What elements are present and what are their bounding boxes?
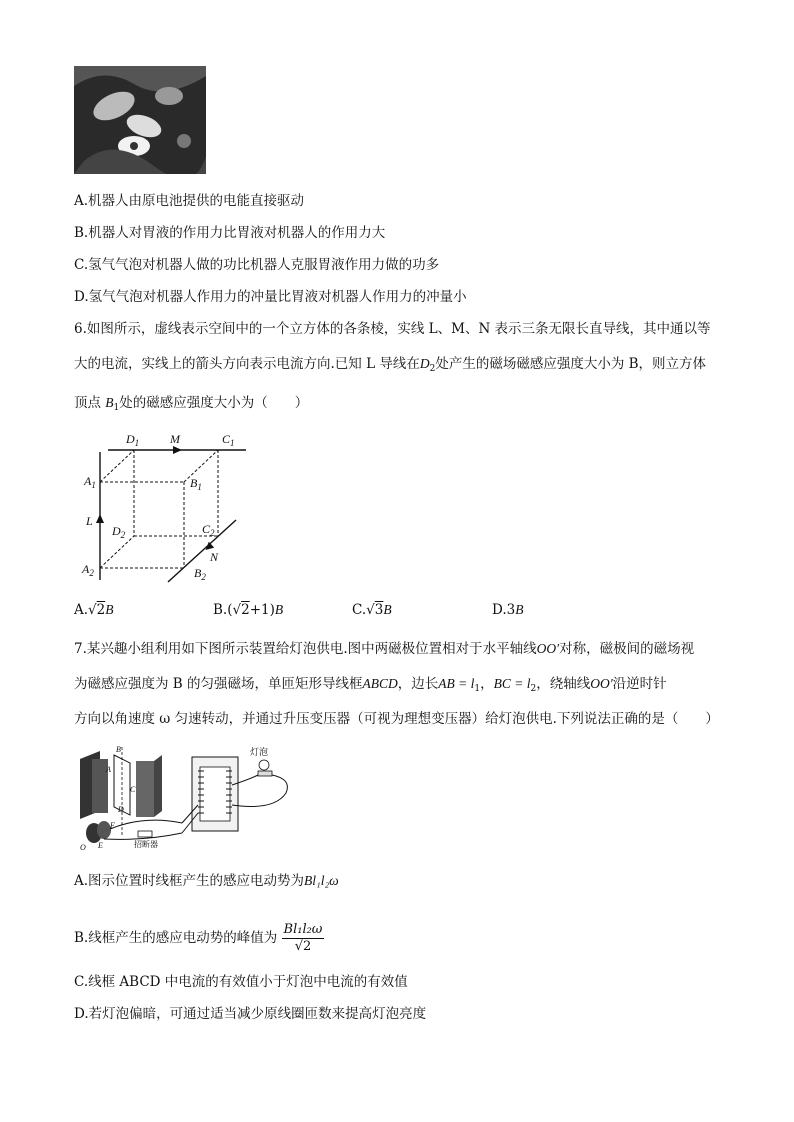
label-d1: $D_1$ — [126, 432, 140, 448]
q5-option-b: B.机器人对胃液的作用力比胃液对机器人的作用力大 — [74, 225, 386, 241]
q7-stem-line1: 7.某兴趣小组利用如下图所示装置给灯泡供电.图中两磁极位置相对于水平轴线OO′对称，磁极间的磁场视 — [74, 641, 695, 657]
label-n: N — [210, 550, 219, 564]
label-b: B — [116, 745, 121, 754]
label-d2: $D_2$ — [112, 524, 126, 540]
label-o: O — [80, 843, 86, 852]
label-d: D — [118, 805, 124, 814]
q7-stem-line3: 方向以角速度 ω 匀速转动，并通过升压变压器（可视为理想变压器）给灯泡供电.下列说法正确的是（ ） — [74, 711, 719, 727]
q7-option-b: B.线框产生的感应电动势的峰值为 $\frac{\text{Bl₁l₂ω}}{√2}$ — [74, 922, 323, 954]
label-b2: $B_2$ — [194, 566, 206, 582]
q6-stem-line1: 6.如图所示，虚线表示空间中的一个立方体的各条棱，实线 L、M、N 表示三条无限长直导线，其中通以等 — [74, 321, 711, 337]
label-a: A — [106, 765, 111, 774]
generator-diagram — [74, 745, 296, 855]
robot-photo — [74, 66, 206, 174]
q6-option-b: B.(√2+1)B — [213, 602, 284, 618]
brush-label: 招断器 — [134, 840, 158, 849]
label-f: F — [110, 821, 115, 830]
label-c1: $C_1$ — [222, 432, 235, 448]
label-l: L — [86, 514, 93, 528]
q5-option-a: A.机器人由原电池提供的电能直接驱动 — [74, 193, 305, 209]
label-a1: $A_1$ — [84, 474, 96, 490]
q6-stem-line3: 顶点 $B_1$处的磁感应强度大小为（ ） — [74, 395, 309, 413]
label-a2: $A_2$ — [82, 562, 94, 578]
q5-option-c: C.氢气气泡对机器人做的功比机器人克服胃液作用力做的功多 — [74, 257, 440, 273]
label-c2: $C_2$ — [202, 522, 215, 538]
q6-option-a: A.√2B — [74, 602, 114, 618]
label-m: M — [170, 432, 180, 446]
label-c: C — [130, 785, 136, 794]
q5-option-d: D.氢气气泡对机器人作用力的冲量比胃液对机器人作用力的冲量小 — [74, 289, 467, 305]
label-b1: $B_1$ — [190, 476, 202, 492]
label-e: E — [98, 841, 103, 850]
q7-option-d: D.若灯泡偏暗，可通过适当减少原线圈匝数来提高灯泡亮度 — [74, 1006, 427, 1022]
q6-stem-line2: 大的电流，实线上的箭头方向表示电流方向.已知 L 导线在$D_2$处产生的磁场磁感应强度大小为 B，则立方体 — [74, 356, 707, 374]
q6-option-c: C.√3B — [352, 602, 392, 618]
q7-option-a: A.图示位置时线框产生的感应电动势为Bl₁l₂ω — [74, 873, 339, 889]
q7-option-c: C.线框 ABCD 中电流的有效值小于灯泡中电流的有效值 — [74, 974, 408, 990]
fraction: $\frac{\text{Bl₁l₂ω}}{√2}$ — [283, 922, 323, 954]
q6-option-d: D.3B — [492, 602, 524, 618]
q7-stem-line2: 为磁感应强度为 B 的匀强磁场，单匝矩形导线框ABCD，边长AB = $l_1$，BC = $l_2$，绕轴线OO′沿逆时针 — [74, 676, 667, 694]
cube-diagram — [78, 430, 248, 585]
bulb-label: 灯泡 — [250, 748, 269, 758]
